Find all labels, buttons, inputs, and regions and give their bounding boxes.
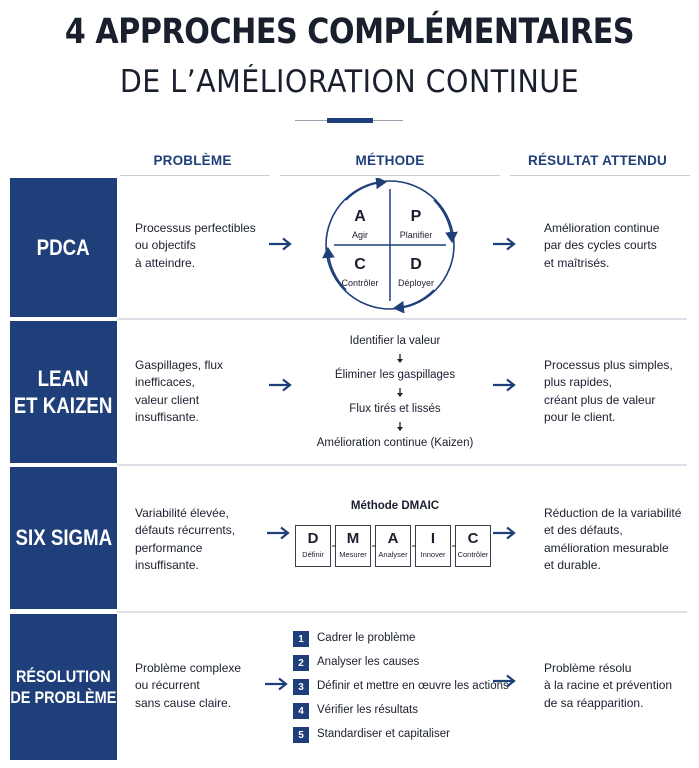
pdca-cycle-diagram [310, 178, 470, 313]
row-label-lean [10, 321, 117, 463]
step-number-badge: 1 [293, 631, 309, 647]
step-number-badge: 5 [293, 727, 309, 743]
step-number-badge: 3 [293, 679, 309, 695]
row-label-sixsigma [10, 467, 117, 609]
row-label-text: ET KAIZEN [14, 393, 113, 418]
resolution-step: Vérifier les résultats [317, 704, 418, 716]
resolution-step: Cadrer le problème [317, 632, 416, 644]
arrow-right-icon [492, 237, 518, 251]
column-header-rule [510, 175, 690, 176]
resolution-probleme: Problème complexe ou récurrent sans cause claire. [135, 661, 242, 710]
arrow-right-icon [266, 526, 292, 540]
lean-step: Flux tirés et lissés [349, 403, 441, 415]
sixsigma-resultat: Réduction de la variabilité et des défauts, amélioration mesurable et durable. [544, 506, 682, 573]
column-header-resultat: RÉSULTAT ATTENDU [528, 153, 667, 168]
pdca-quadrant-deployer: D Déployer [397, 256, 435, 288]
pdca-resultat: Amélioration continue par des cycles courts et maîtrisés. [544, 221, 660, 270]
sixsigma-probleme: Variabilité élevée, défauts récurrents, performance insuffisante. [135, 506, 236, 573]
main-subtitle: DE L’AMÉLIORATION CONTINUE [119, 64, 580, 100]
dmaic-phase-innover: I Innover [415, 525, 451, 567]
arrow-down-icon [395, 354, 405, 364]
arrow-right-icon [492, 378, 518, 392]
dmaic-phase-analyser: A Analyser [375, 525, 411, 567]
arrow-right-icon [492, 526, 518, 540]
dmaic-title: Méthode DMAIC [350, 500, 440, 512]
row-label-text: LEAN [38, 365, 89, 391]
main-title: 4 APPROCHES COMPLÉMENTAIRES [64, 12, 635, 52]
column-header-rule [120, 175, 270, 176]
row-label-resolution [10, 614, 117, 760]
arrow-right-icon [264, 677, 290, 691]
resolution-step: Analyser les causes [317, 656, 420, 668]
row-label-text: RÉSOLUTION [16, 666, 111, 686]
title-divider-accent [327, 118, 373, 123]
column-header-rule [280, 175, 500, 176]
resolution-step: Standardiser et capitaliser [317, 728, 450, 740]
step-number-badge: 2 [293, 655, 309, 671]
row-divider [117, 611, 687, 613]
arrow-right-icon [492, 674, 518, 688]
lean-step: Identifier la valeur [349, 335, 441, 347]
row-label-pdca [10, 178, 117, 317]
pdca-quadrant-agir: A Agir [351, 208, 368, 240]
row-label-text: DE PROBLÈME [10, 688, 117, 707]
pdca-probleme: Processus perfectibles ou objectifs à atteindre. [135, 221, 256, 270]
dmaic-phase-definir: D Définir [295, 525, 331, 567]
lean-probleme: Gaspillages, flux inefficaces, valeur client insuffisante. [135, 358, 224, 425]
row-divider [117, 318, 687, 320]
pdca-quadrant-planifier: P Planifier [399, 208, 433, 240]
lean-resultat: Processus plus simples, plus rapides, créant plus de valeur pour le client. [544, 358, 673, 425]
step-number-badge: 4 [293, 703, 309, 719]
dmaic-phase-mesurer: M Mesurer [335, 525, 371, 567]
row-label-text: SIX SIGMA [15, 525, 112, 551]
resolution-resultat: Problème résolu à la racine et prévention de sa réapparition. [544, 661, 673, 710]
arrow-down-icon [395, 422, 405, 432]
column-header-probleme: PROBLÈME [153, 153, 232, 168]
arrow-down-icon [395, 388, 405, 398]
lean-step: Amélioration continue (Kaizen) [316, 437, 474, 449]
row-divider [117, 464, 687, 466]
column-header-methode: MÉTHODE [355, 153, 425, 168]
pdca-quadrant-controler: C Contrôler [341, 256, 379, 288]
resolution-step: Définir et mettre en œuvre les actions [317, 680, 509, 692]
arrow-right-icon [268, 237, 294, 251]
row-label-text: PDCA [37, 234, 90, 260]
lean-step: Éliminer les gaspillages [334, 369, 456, 381]
dmaic-phase-controler: C Contrôler [455, 525, 491, 567]
